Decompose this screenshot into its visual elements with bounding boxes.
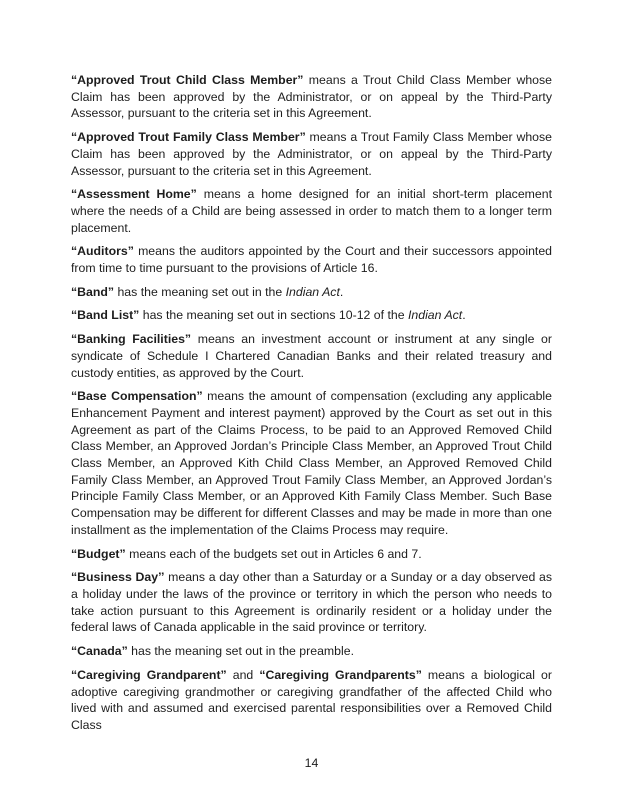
definition-text: has the meaning set out in the xyxy=(114,284,286,299)
definition-paragraph xyxy=(71,388,552,538)
defined-term: “Budget” xyxy=(71,546,126,561)
defined-term: “Approved Trout Child Class Member” xyxy=(71,73,304,87)
definition-paragraph xyxy=(71,129,552,179)
statute-reference: Indian Act xyxy=(285,284,340,299)
definition-paragraph xyxy=(71,284,552,301)
definition-text: and xyxy=(226,667,260,682)
definition-paragraph xyxy=(71,569,552,636)
definition-paragraph xyxy=(71,72,552,122)
definition-text: means the amount of compensation (excluding any applicable Enhancement Payment and interest payment) approved by the Court as set out in this Agreement as part of the Claims Process, to be paid to an Approved Removed Child Class Member, an Approved Jordan’s Principle Class Member, an Approved Trout Child Class Member, an Approved Kith Child Class Member, an Approved Removed Child Family Class Member, an Approved Trout Family Class Member, an Approved Jordan’s Principle Family Class Member, or an Approved Kith Family Class Member. Such Base Compensation may be different for different Classes and may be made in more than one installment as the implementation of the Claims Process may require. xyxy=(71,389,552,537)
definition-paragraph xyxy=(71,331,552,381)
definition-paragraph xyxy=(71,643,552,660)
definition-text: . xyxy=(462,308,466,323)
definition-paragraph xyxy=(71,307,552,324)
definition-text: means a Trout Child Class Member whose Claim has been approved by the Administrator, or on appeal by the Third-Party Assessor, pursuant to the criteria set in this Agreement. xyxy=(71,73,552,121)
defined-term: “Band” xyxy=(71,284,115,299)
definition-text: means a home designed for an initial short-term placement where the needs of a Child are being assessed in order to match them to a longer term placement. xyxy=(71,187,552,235)
defined-term: “Canada” xyxy=(71,644,128,659)
statute-reference: Indian Act xyxy=(407,308,463,323)
defined-term: “Base Compensation” xyxy=(71,389,203,404)
defined-term: “Assessment Home” xyxy=(71,187,197,202)
definition-paragraph xyxy=(71,186,552,236)
defined-term: “Band List” xyxy=(71,308,140,323)
page-number: 14 xyxy=(304,756,319,770)
definition-paragraph xyxy=(71,243,552,276)
defined-term: “Approved Trout Family Class Member” xyxy=(71,130,306,145)
defined-term: “Business Day’’ xyxy=(71,570,165,585)
definition-text: means an investment account or instrument at any single or syndicate of Schedule I Chartered Canadian Banks and their related treasury and custody entities, as approved by the Court. xyxy=(71,332,552,380)
definitions-list xyxy=(71,72,552,741)
definition-text: means the auditors appointed by the Court and their successors appointed from time to time pursuant to the provisions of Article 16. xyxy=(71,244,552,276)
definition-text: means a biological or adoptive caregiving grandmother or caregiving grandfather of the affected Child who lived with and assumed and exercised parental responsibilities over a Removed Child Class xyxy=(71,667,552,732)
defined-term: “Banking Facilities” xyxy=(71,332,192,347)
definition-text: . xyxy=(339,284,344,299)
definition-text: means a day other than a Saturday or a Sunday or a day observed as a holiday under the laws of the province or territory in which the person who needs to take action pursuant to this Agreement is ordinarily resident or a holiday under the federal laws of Canada applicable in the said province or territory. xyxy=(71,570,552,635)
definition-text: has the meaning set out in sections 10-12 of the xyxy=(139,308,408,323)
definition-text: has the meaning set out in the preamble. xyxy=(127,644,354,659)
definition-paragraph xyxy=(71,667,552,734)
definition-text: means a Trout Family Class Member whose Claim has been approved by the Administrator, or on appeal by the Third-Party Assessor, pursuant to the criteria set in this Agreement. xyxy=(71,130,552,178)
definition-text: means each of the budgets set out in Articles 6 and 7. xyxy=(125,546,422,561)
definition-paragraph xyxy=(71,546,552,563)
defined-term: “Caregiving Grandparent” xyxy=(71,667,227,682)
defined-term: “Caregiving Grandparents” xyxy=(259,667,422,682)
defined-term: “Auditors” xyxy=(71,244,134,259)
